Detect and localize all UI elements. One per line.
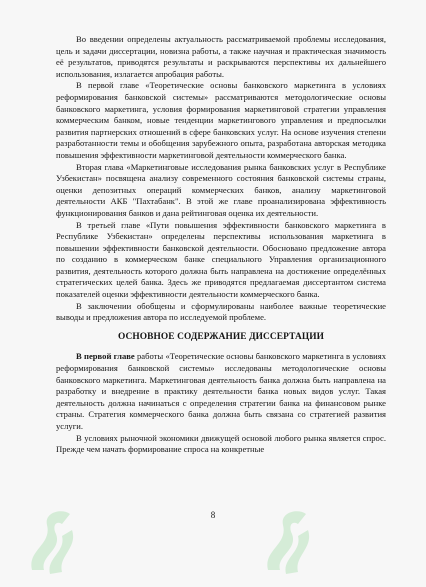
section-paragraph-1-text: работы «Теоретические основы банковского маркетинга в условиях реформирования банковской системы» исследованы методологические основы банковского маркетинга. Маркетинговая деятельность банка должна быть направлена на разработку и внедрение в практику деятельности банка новых видов услуг. Такая деятельность должна начинаться с определения стратегии банка на финансовом рынке страны. Стратегия коммерческого банка должна быть связана со стратегией развития услуги. [56,351,386,431]
chapter3-paragraph: В третьей главе «Пути повышения эффективности банковского маркетинга в Республике Узбекистан» определены перспективы использования маркетинга в повышении эффективности банковской деятельности. Обосновано предложение автора по созданию в коммерческом банке специального Управления организационного развития, деятельность которого должна быть направлена на достижение определённых стратегических целей банка. Здесь же приводятся предлагаемая диссертантом система показателей оценки эффективности деятельности коммерческого банка. [56,219,386,300]
chapter2-paragraph: Вторая глава «Маркетинговые исследования рынка банковских услуг в Республике Узбекистан» посвящена анализу современного состояния банковской системы страны, оценки депозитных операций коммерческих банков, анализу маркетинговой деятельности АКБ "Пахтабанк". В этой же главе проанализирована эффективность функционирования банков и дана рейтинговая оценка их деятельности. [56,161,386,218]
document-body [56,34,386,456]
section-paragraph-2: В условиях рыночной экономики движущей основой любого рынка является спрос. Прежде чем начать формирование спроса на конкретные [56,432,386,455]
section-heading: ОСНОВНОЕ СОДЕРЖАНИЕ ДИССЕРТАЦИИ [117,331,325,342]
intro-paragraph: Во введении определены актуальность рассматриваемой проблемы исследования, цель и задачи диссертации, новизна работы, а также научная и практическая значимость её результатов, приводятся результаты и раскрываются перспективы их дальнейшего использования, излагается апробация работы. [56,34,386,79]
conclusion-paragraph: В заключении обобщены и сформулированы наиболее важные теоретические выводы и предложения автора по исследуемой проблеме. [56,300,386,323]
page-number: 8 [210,510,216,520]
section-paragraph-1 [56,351,386,432]
section-paragraph-1-lead: В первой главе [76,351,135,362]
chapter1-paragraph: В первой главе «Теоретические основы банковского маркетинга в условиях реформирования банковской системы» рассматриваются методологические основы банковского маркетинга, условия формирования маркетинговой стратегии управления коммерческим банком, новые тенденции маркетингового управления и предпосылки развития партнерских отношений в сфере банковских услуг. На основе изучения степени разработанности темы и обобщения зарубежного опыта, разработана авторская методика повышения эффективности маркетинговой деятельности коммерческого банка. [56,80,386,160]
